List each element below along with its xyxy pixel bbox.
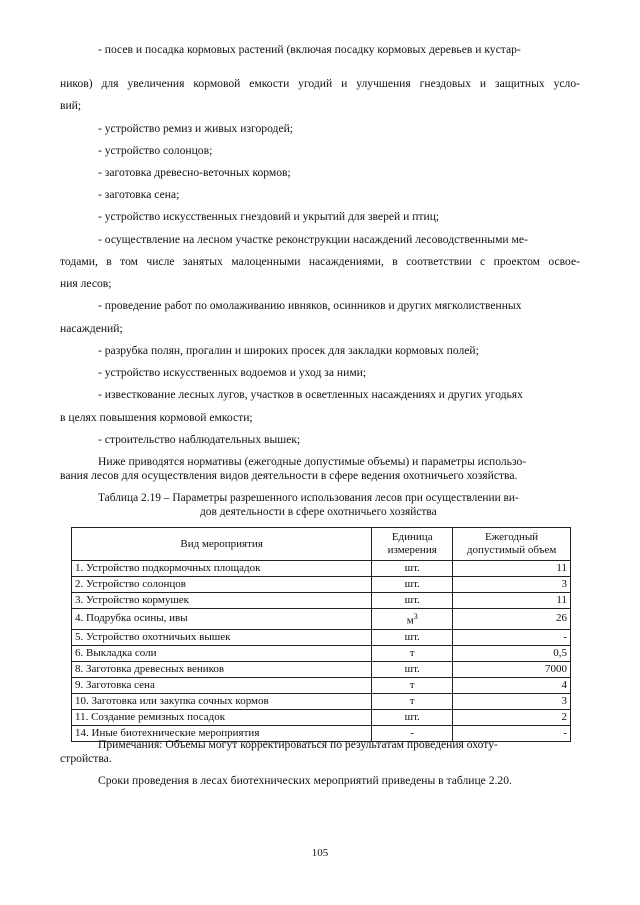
- paragraph-line: тодами, в том числе занятых малоценными насаждениями, в соответствии с проектом освое-: [60, 255, 580, 268]
- paragraph-line: вий;: [60, 99, 82, 112]
- table-row: 10. Заготовка или закупка сочных кормов т 3: [72, 693, 571, 709]
- list-item: - заготовка древесно-веточных кормов;: [98, 166, 291, 179]
- paragraph-line: - проведение работ по омолаживанию ивняков, осинников и других мягколиственных: [98, 299, 522, 312]
- table-header: Вид мероприятия: [72, 528, 372, 561]
- table-header: Ежегодный допустимый объем: [453, 528, 571, 561]
- list-item: - устройство солонцов;: [98, 144, 213, 157]
- paragraph-line: - осуществление на лесном участке реконструкции насаждений лесоводственными ме-: [98, 233, 528, 246]
- table-header: Единица измерения: [372, 528, 453, 561]
- list-item: - заготовка сена;: [98, 188, 180, 201]
- list-item: - устройство искусственных гнездовий и укрытий для зверей и птиц;: [98, 210, 440, 223]
- paragraph-line: Ниже приводятся нормативы (ежегодные допустимые объемы) и параметры использо-: [98, 455, 527, 468]
- table-row: 4. Подрубка осины, ивы $м^3$ 26: [72, 609, 571, 630]
- table-note: Примечания: Объемы могут корректироваться по результатам проведения охоту-: [98, 738, 498, 751]
- table-row: 11. Создание ремизных посадок шт. 2: [72, 709, 571, 725]
- table-row: 9. Заготовка сена т 4: [72, 677, 571, 693]
- table-row: 1. Устройство подкормочных площадок шт. 11: [72, 561, 571, 577]
- table-caption: дов деятельности в сфере охотничьего хозяйства: [200, 506, 437, 518]
- paragraph-line: вания лесов для осуществления видов деятельности в сфере ведения охотничьего хозяйства.: [60, 469, 518, 482]
- page-number: 105: [311, 847, 329, 859]
- paragraph-line: в целях повышения кормовой емкости;: [60, 411, 253, 424]
- list-item: - устройство ремиз и живых изгородей;: [98, 122, 294, 135]
- paragraph-line: - посев и посадка кормовых растений (включая посадку кормовых деревьев и кустар-: [98, 43, 521, 56]
- parameters-table: [71, 527, 571, 742]
- list-item: - строительство наблюдательных вышек;: [98, 433, 301, 446]
- table-caption: Таблица 2.19 – Параметры разрешенного использования лесов при осуществлении ви-: [98, 492, 519, 504]
- table-row: 5. Устройство охотничьих вышек шт. -: [72, 629, 571, 645]
- closing-sentence: Сроки проведения в лесах биотехнических мероприятий приведены в таблице 2.20.: [98, 774, 512, 787]
- table-row: 14. Иные биотехнические мероприятия - -: [72, 725, 571, 741]
- table-note: стройства.: [60, 752, 112, 765]
- paragraph-line: ников) для увеличения кормовой емкости угодий и улучшения гнездовых и защитных усло-: [60, 77, 580, 90]
- list-item: - разрубка полян, прогалин и широких просек для закладки кормовых полей;: [98, 344, 479, 357]
- table-row: 3. Устройство кормушек шт. 11: [72, 593, 571, 609]
- table-row: 2. Устройство солонцов шт. 3: [72, 577, 571, 593]
- table-row: 6. Выкладка соли т 0,5: [72, 645, 571, 661]
- list-item: - устройство искусственных водоемов и уход за ними;: [98, 366, 367, 379]
- table-row: 8. Заготовка древесных веников шт. 7000: [72, 661, 571, 677]
- paragraph-line: ния лесов;: [60, 277, 112, 290]
- paragraph-line: насаждений;: [60, 322, 123, 335]
- paragraph-line: - известкование лесных лугов, участков в осветленных насаждениях и других угодьях: [98, 388, 523, 401]
